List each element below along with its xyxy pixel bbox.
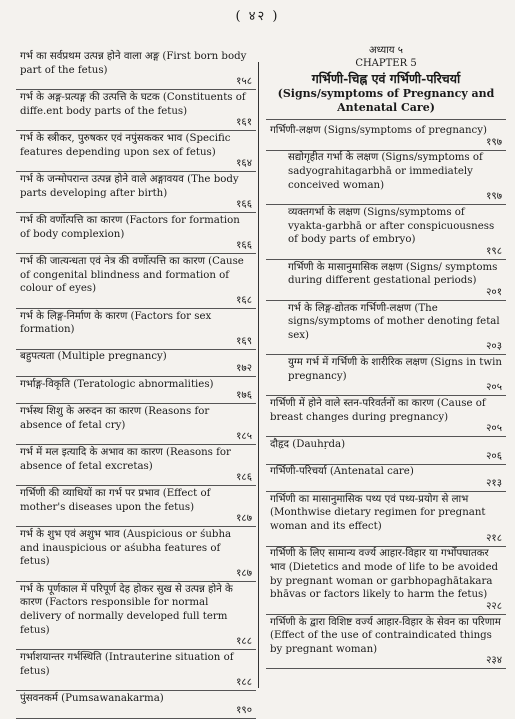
toc-entry-title: गर्भ की वर्णोत्पत्ति का कारण (Factors for formation of body complexion)	[20, 214, 240, 240]
toc-entry-title: गर्भाङ्ग-विकृति (Teratologic abnormalities)	[20, 378, 214, 390]
toc-entry	[270, 465, 502, 490]
toc-entry-page: २०१	[486, 286, 502, 298]
toc-entry-title: गर्भिणी के द्वारा विशिष्ट वर्ज्य आहार-विहार के सेवन का परिणाम (Effect of the use of contraindicated things by pregnant woman)	[270, 616, 501, 655]
toc-entry-title: गर्भ के लिङ्ग-निर्माण के कारण (Factors for sex formation)	[20, 310, 212, 336]
toc-entry-page: १९८	[486, 245, 502, 257]
toc-entry	[270, 397, 502, 435]
toc-entry	[270, 493, 502, 545]
toc-entry	[20, 91, 252, 129]
toc-entry-page: १६४	[236, 158, 252, 170]
toc-entry-title: गर्भस्थ शिशु के अरुदन का कारण (Reasons for absence of fetal cry)	[20, 406, 210, 431]
entry-rule	[266, 668, 506, 669]
entry-rule	[16, 718, 256, 719]
toc-entry	[20, 310, 252, 348]
toc-entry	[20, 487, 252, 525]
toc-entry-page: १९०	[236, 704, 252, 716]
toc-entry-page: १९७	[486, 191, 502, 203]
toc-entry-title: गर्भ में मल इत्यादि के अभाव का कारण (Reasons for absence of fetal excretas)	[20, 447, 231, 472]
toc-entry-page: १८५	[236, 431, 252, 443]
toc-entry-page: १९७	[486, 136, 502, 148]
toc-entry-title: गर्भ के अङ्ग-प्रत्यङ्ग की उत्पत्ति के घटक (Constituents of diffe.ent body parts of the fetus)	[20, 91, 246, 117]
toc-entry	[20, 651, 252, 689]
toc-entry-title: गर्भिणी के मासानुमासिक लक्षण (Signs/ symptoms during different gestational periods)	[288, 261, 498, 287]
toc-right-entries	[270, 124, 502, 667]
toc-entry-page: २३४	[486, 655, 502, 667]
toc-entry-page: २०५	[486, 382, 502, 394]
toc-entry-title: सद्योगृहीत गर्भा के लक्षण (Signs/symptoms of sadyograhitagarbhā or immediately conceived woman)	[288, 152, 483, 191]
toc-entry-page: १८६	[236, 472, 252, 484]
toc-entry	[20, 255, 252, 307]
toc-entry	[270, 206, 502, 258]
toc-entry-title: गर्भाशयान्तर गर्भस्थिति (Intrauterine situation of fetus)	[20, 651, 234, 677]
chapter-subtitle: (Signs/symptoms of Pregnancy and Antenatal Care)	[277, 87, 495, 114]
toc-entry-title: गर्भिणी-लक्षण (Signs/symptoms of pregnancy)	[270, 125, 487, 136]
chapter-rule	[266, 119, 506, 120]
toc-entry-page: १८८	[236, 677, 252, 689]
toc-entry-title: गर्भ के लिङ्ग-द्योतक गर्भिणी-लक्षण (The signs/symptoms of mother denoting fetal sex)	[288, 302, 500, 341]
toc-entry-title: गर्भ के जन्मोपरान्त उत्पन्न होने वाले अङ्गावयव (The body parts developing after birth)	[20, 173, 239, 199]
toc-entry-title: गर्भ की जात्यन्धता एवं नेत्र की वर्णोत्पत्ति का कारण (Cause of congenital blindness and formation of colour of eyes)	[20, 255, 244, 295]
toc-entry	[270, 547, 502, 612]
toc-entry-page: १८८	[236, 636, 252, 648]
toc-entry-title: गर्भ के पूर्णकाल में परिपूर्ण देह होकर सुख से उत्पन्न होने के कारण (Factors responsible for normal delivery of normally developed full term fetus)	[20, 583, 233, 636]
toc-entry-page: २१८	[486, 532, 502, 544]
toc-entry-page: १६६	[236, 240, 252, 252]
toc-entry-page: १६८	[236, 294, 252, 306]
column-divider	[258, 62, 259, 688]
toc-entry-title: व्यक्तगर्भा के लक्षण (Signs/symptoms of vyakta-garbhā or after conspicuousness of body parts of embryo)	[288, 206, 495, 246]
toc-entry-page: १७६	[236, 390, 252, 402]
toc-entry	[20, 583, 252, 648]
toc-entry	[20, 173, 252, 211]
toc-entry-page: २२८	[486, 600, 502, 612]
toc-entry	[20, 528, 252, 580]
chapter-hindi-label: अध्याय ५	[369, 45, 403, 56]
toc-entry	[270, 438, 502, 463]
toc-entry-page: १६९	[236, 335, 252, 347]
toc-entry-title: बहुपत्यता (Multiple pregnancy)	[20, 351, 167, 363]
toc-entry-title: गर्भ के शुभ एवं अशुभ भाव (Auspicious or śubha and inauspicious or aśubha features of fetus)	[20, 529, 232, 568]
toc-entry	[270, 356, 502, 394]
toc-entry	[20, 214, 252, 252]
toc-entry-page: १८७	[236, 568, 252, 579]
toc-entry-title: दौहृद (Dauhṛda)	[270, 439, 346, 451]
toc-entry	[270, 261, 502, 299]
toc-entry-page: १६१	[236, 117, 252, 129]
toc-entry-title: गर्भिणी में होने वाले स्तन-परिवर्तनों का कारण (Cause of breast changes during pregnancy)	[270, 398, 486, 423]
toc-entry-page: २०५	[486, 423, 502, 435]
toc-entry-page: १६६	[236, 199, 252, 211]
toc-entry-page: २०६	[486, 450, 502, 462]
chapter-title: गर्भिणी-चिह्न एवं गर्भिणी-परिचर्या	[311, 71, 461, 86]
toc-entry	[20, 692, 252, 717]
toc-right-column	[270, 44, 502, 670]
toc-entry	[20, 446, 252, 484]
page-number: ( ४२ )	[235, 9, 280, 24]
toc-entry-title: गर्भिणी के लिए सामान्य वर्ज्य आहार-विहार या गर्भोपघातकर भाव (Dietetics and mode of life to be avoided by pregnant woman or garbhopaghātakara bhāvas or factors likely to harm the fetus)	[270, 548, 498, 601]
toc-left-column	[20, 50, 252, 719]
toc-entry	[270, 151, 502, 203]
toc-entry-title: पुंसवनकर्म (Pumsawanakarma)	[20, 692, 164, 704]
toc-entry-page: २०३	[486, 341, 502, 353]
toc-entry-title: गर्भ का सर्वप्रथम उत्पन्न होने वाला अङ्ग (First born body part of the fetus)	[20, 51, 247, 76]
toc-entry-page: २१३	[486, 478, 502, 490]
toc-entry-title: गर्भिणी-परिचर्या (Antenatal care)	[270, 466, 414, 478]
toc-entry	[270, 124, 502, 149]
toc-entry	[20, 350, 252, 375]
toc-entry-title: युग्म गर्भ में गर्भिणी के शारीरिक लक्षण (Signs in twin pregnancy)	[288, 357, 502, 382]
toc-entry-page: १५८	[236, 76, 252, 88]
toc-entry	[20, 405, 252, 443]
toc-entry	[20, 378, 252, 403]
chapter-label: CHAPTER 5	[355, 58, 417, 69]
toc-entry-page: १७२	[236, 363, 252, 375]
toc-entry-title: गर्भ के स्त्रीकर, पुरुषकर एवं नपुंसककर भाव (Specific features depending upon sex of fetus)	[20, 132, 231, 158]
toc-entry-title: गर्भिणी का मासानुमासिक पथ्य एवं पथ्य-प्रयोग से लाभ (Monthwise dietary regimen for pregnant woman and its effect)	[270, 493, 486, 533]
toc-entry	[20, 50, 252, 88]
toc-entry	[270, 616, 502, 668]
toc-entry-page: १८७	[236, 513, 252, 525]
toc-entry	[20, 132, 252, 170]
toc-entry-title: गर्भिणी की व्याधियों का गर्भ पर प्रभाव (Effect of mother's diseases upon the fetus)	[20, 488, 211, 513]
toc-entry	[270, 302, 502, 354]
